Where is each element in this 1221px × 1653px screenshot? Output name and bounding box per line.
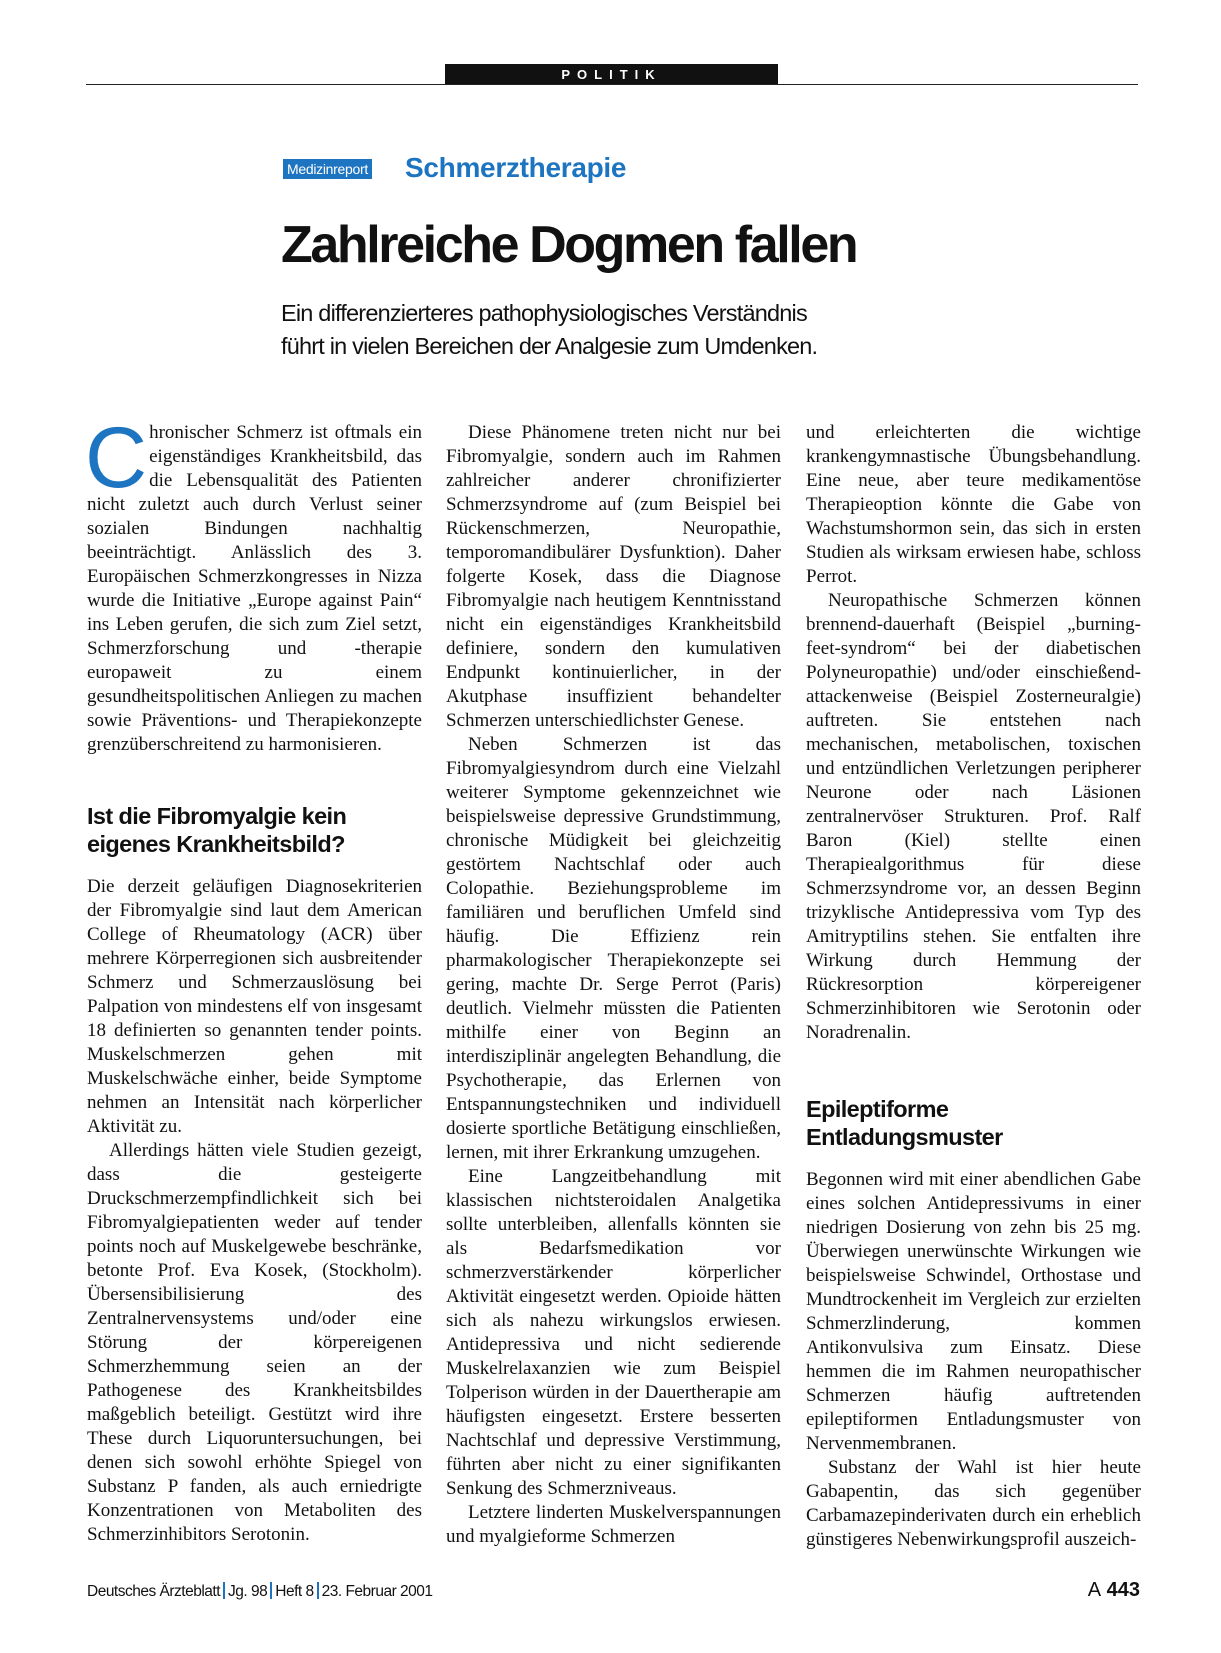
page-number <box>1088 1578 1140 1602</box>
article-column-1 <box>85 410 422 1547</box>
paragraph: und erleichterten die wichtige krankengymnastische Übungsbehandlung. Eine neue, aber teure medikamentöse Therapieoption könnte die Gabe von Wachstumshormon sein, das sich in ersten Studien als wirksam erwiesen habe, schloss Perrot. <box>806 422 1141 587</box>
volume: Jg. 98 <box>228 1583 268 1600</box>
footer-separator <box>317 1582 319 1599</box>
article-lede <box>281 297 981 363</box>
paragraph: Diese Phänomene treten nicht nur bei Fibromyalgie, sondern auch im Rahmen zahlreicher anderer chronifizierter Schmerzsyndrome auf (zum Beispiel bei Rückenschmerzen, Neuropathie, temporomandibulärer Dysfunktion). Daher folgerte Kosek, dass die Diagnose Fibromyalgie nach heutigem Kenntnisstand nicht ein eigenständiges Krankheitsbild definiere, sondern den kumulativen Endpunkt kontinuierlicher, in der Akutphase insuffizient behandelter Schmerzen unterschiedlichster Genese. <box>446 422 781 731</box>
lede-line-2: führt in vielen Bereichen der Analgesie zum Umdenken. <box>281 333 818 359</box>
section-label: POLITIK <box>445 64 778 85</box>
paragraph: Die derzeit geläufigen Diagnosekriterien der Fibromyalgie sind laut dem American College of Rheumatology (ACR) über mehrere Körperregionen sich ausbreitender Schmerz und Schmerzauslösung bei Palpation von mindestens elf von insgesamt 18 definierten so genannten tender points. Muskelschmerzen gehen mit Muskelschwäche einher, beide Symptome nehmen an Intensität nach körperlicher Aktivität zu. <box>87 876 422 1137</box>
paragraph: Neben Schmerzen ist das Fibromyalgiesyndrom durch eine Vielzahl weiterer Symptome gekennzeichnet wie beispielsweise depressive Grundstimmung, chronische Müdigkeit bei gleichzeitig gestörtem Nachtschlaf oder auch Colopathie. Beziehungsprobleme im familiären und beruflichen Umfeld sind häufig. Die Effizienz rein pharmakologischer Therapiekonzepte sei gering, machte Dr. Serge Perrot (Paris) deutlich. Vielmehr müssten die Patienten mithilfe einer von Beginn an interdisziplinär angelegten Behandlung, die Psychotherapie, das Erlernen von Entspannungstechniken und individuell dosierte sportliche Betätigung einschließen, lernen, mit ihrer Erkrankung umzugehen. <box>446 734 781 1163</box>
page-prefix: A <box>1087 1579 1102 1601</box>
paragraph: Substanz der Wahl ist hier heute Gabapentin, das sich gegenüber Carbamazepinderivaten durch ein erheblich günstigeres Nebenwirkungsprofil auszeich- <box>806 1457 1141 1550</box>
paragraph: Begonnen wird mit einer abendlichen Gabe eines solchen Antidepressivums in einer niedrigen Dosierung von zehn bis 25 mg. Überwiegen unerwünschte Wirkungen wie beispielsweise Schwindel, Orthostase und Mundtrockenheit im Vergleich zur erzielten Schmerzlinderung, kommen Antikonvulsiva zum Einsatz. Diese hemmen die im Rahmen neuropathischer Schmerzen häufig auftretenden epileptiformen Entladungsmuster von Nervenmembranen. <box>806 1169 1141 1454</box>
paragraph: Letztere linderten Muskelverspannungen und myalgieforme Schmerzen <box>446 1502 781 1547</box>
paragraph: Eine Langzeitbehandlung mit klassischen nichtsteroidalen Analgetika sollte unterbleiben, allenfalls könnten sie als Bedarfsmedikation vor schmerzverstärkender körperlicher Aktivität eingesetzt werden. Opioide hätten sich als nahezu wirkungslos erwiesen. Antidepressiva und nicht sedierende Muskelrelaxanzien wie zum Beispiel Tolperison würden in der Dauertherapie am häufigsten eingesetzt. Erstere besserten Nachtschlaf und depressive Verstimmung, führten aber nicht zu einer signifikanten Senkung des Schmerzniveaus. <box>446 1166 781 1499</box>
article-headline: Zahlreiche Dogmen fallen <box>281 216 857 274</box>
issue-date: 23. Februar 2001 <box>321 1583 433 1600</box>
article-column-3 <box>806 421 1141 1552</box>
top-rule <box>86 84 1138 85</box>
footer-separator <box>270 1582 272 1599</box>
article-column-2 <box>446 421 781 1549</box>
journal-name: Deutsches Ärzteblatt <box>87 1583 221 1600</box>
paragraph-text: hronischer Schmerz ist oftmals ein eigenständiges Krankheitsbild, das die Lebensqualität des Patienten nicht zuletzt auch durch Verlust seiner sozialen Bindungen nachhaltig beeinträchtigt. Anlässlich des 3. Europäischen Schmerzkongresses in Nizza wurde die Initiative „Europe against Pain“ ins Leben gerufen, die sich zum Ziel setzt, Schmerzforschung und -therapie europaweit zu einem gesundheitspolitischen Anliegen zu machen sowie Präventions- und Therapiekonzepte grenzüberschreitend zu harmonisieren. <box>87 422 422 755</box>
paragraph <box>85 410 422 757</box>
rubric-badge: Medizinreport <box>283 159 372 179</box>
footer-separator <box>223 1582 225 1599</box>
page-number-value: 443 <box>1106 1579 1140 1601</box>
subheading-epileptiforme: Epileptiforme Entladungsmuster <box>806 1096 1003 1150</box>
paragraph: Allerdings hätten viele Studien gezeigt, dass die gesteigerte Druckschmerzempfindlichkeit sich bei Fibromyalgiepatienten weder auf tender points noch auf Muskelgewebe beschränke, betonte Prof. Eva Kosek, (Stockholm). Übersensibilisierung des Zentralnervensystems und/oder eine Störung der körpereigenen Schmerzhemmung seien an der Pathogenese des Krankheitsbildes maßgeblich beteiligt. Gestützt wird ihre These durch Liquoruntersuchungen, bei denen sich sowohl erhöhte Spiegel von Substanz P fanden, als auch erniedrigte Konzentrationen von Metaboliten des Schmerzinhibitors Serotonin. <box>87 1140 422 1545</box>
drop-cap: C <box>85 410 148 506</box>
footer-citation <box>87 1582 433 1602</box>
article-kicker: Schmerztherapie <box>405 152 627 183</box>
lede-line-1: Ein differenzierteres pathophysiologisches Verständnis <box>281 300 807 326</box>
issue: Heft 8 <box>275 1583 314 1600</box>
paragraph: Neuropathische Schmerzen können brennend-dauerhaft (Beispiel „burning-feet-syndrom“ bei der diabetischen Polyneuropathie) und/oder einschießend-attackenweise (Beispiel Zosterneuralgie) auftreten. Sie entstehen nach mechanischen, metabolischen, toxischen und entzündlichen Verletzungen peripherer Neurone oder nach Läsionen zentralnervöser Strukturen. Prof. Ralf Baron (Kiel) stellte einen Therapiealgorithmus für diese Schmerzsyndrome vor, an dessen Beginn trizyklische Antidepressiva vom Typ des Amitryptilins stehen. Sie entfalten ihre Wirkung durch Hemmung der Rückresorption körpereigener Schmerzinhibitoren wie Serotonin oder Noradrenalin. <box>806 590 1141 1043</box>
subheading-fibromyalgie: Ist die Fibromyalgie kein eigenes Krankheitsbild? <box>87 803 347 857</box>
